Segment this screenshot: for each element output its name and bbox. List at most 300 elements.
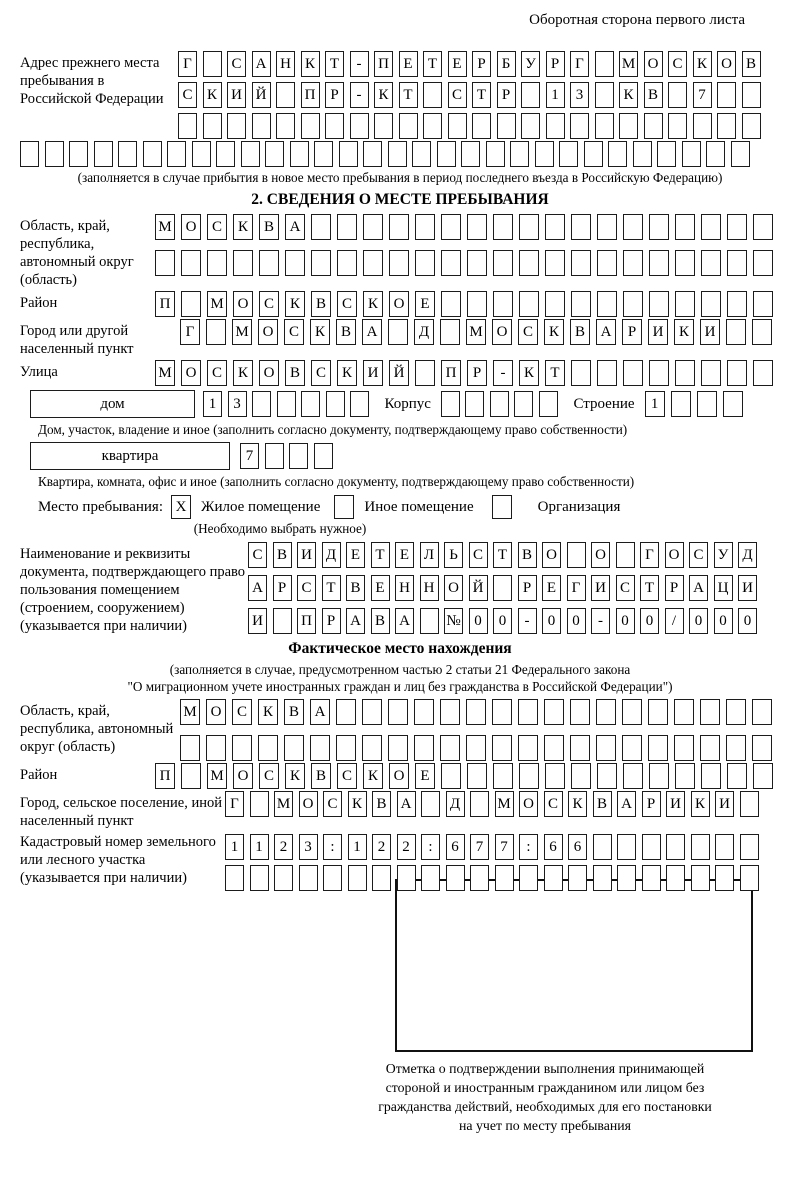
char-cell[interactable] [289, 443, 308, 469]
char-cell[interactable]: К [348, 791, 367, 817]
char-cell[interactable]: В [284, 699, 304, 725]
char-cell[interactable]: К [568, 791, 587, 817]
char-cell[interactable]: - [591, 608, 610, 634]
char-cell[interactable]: К [691, 791, 710, 817]
char-cell[interactable]: Р [273, 575, 292, 601]
char-cell[interactable]: О [665, 542, 684, 568]
char-cell[interactable] [440, 699, 460, 725]
char-cell[interactable]: С [668, 51, 687, 77]
char-cell[interactable] [440, 319, 460, 345]
char-cell[interactable] [571, 763, 591, 789]
char-cell[interactable]: К [233, 360, 253, 386]
char-cell[interactable]: О [717, 51, 736, 77]
char-cell[interactable] [311, 214, 331, 240]
char-cell[interactable]: О [181, 360, 201, 386]
char-cell[interactable] [642, 865, 661, 891]
char-cell[interactable]: Ц [714, 575, 733, 601]
char-cell[interactable]: 1 [348, 834, 367, 860]
char-cell[interactable] [519, 763, 539, 789]
char-cell[interactable] [492, 735, 512, 761]
char-cell[interactable] [649, 250, 669, 276]
char-cell[interactable] [250, 791, 269, 817]
char-cell[interactable] [701, 214, 721, 240]
char-cell[interactable] [252, 391, 271, 417]
char-cell[interactable]: О [233, 291, 253, 317]
char-cell[interactable]: Н [395, 575, 414, 601]
char-cell[interactable]: С [227, 51, 246, 77]
char-cell[interactable]: 2 [372, 834, 391, 860]
char-cell[interactable] [544, 735, 564, 761]
char-cell[interactable]: А [617, 791, 636, 817]
char-cell[interactable]: Т [399, 82, 418, 108]
char-cell[interactable] [181, 250, 201, 276]
char-cell[interactable] [69, 141, 88, 167]
char-cell[interactable]: Т [371, 542, 390, 568]
char-cell[interactable] [388, 699, 408, 725]
char-cell[interactable] [470, 865, 489, 891]
char-cell[interactable] [675, 250, 695, 276]
char-cell[interactable] [623, 291, 643, 317]
char-cell[interactable]: Р [472, 51, 491, 77]
char-cell[interactable] [181, 763, 201, 789]
char-cell[interactable] [649, 763, 669, 789]
char-cell[interactable]: С [207, 214, 227, 240]
char-cell[interactable] [518, 699, 538, 725]
char-cell[interactable] [717, 113, 736, 139]
char-cell[interactable]: К [544, 319, 564, 345]
char-cell[interactable] [388, 735, 408, 761]
char-cell[interactable]: А [395, 608, 414, 634]
char-cell[interactable] [675, 763, 695, 789]
char-cell[interactable] [617, 865, 636, 891]
char-cell[interactable] [648, 699, 668, 725]
char-cell[interactable] [567, 542, 586, 568]
char-cell[interactable] [314, 443, 333, 469]
char-cell[interactable]: К [693, 51, 712, 77]
char-cell[interactable] [225, 865, 244, 891]
char-cell[interactable] [284, 735, 304, 761]
char-cell[interactable]: П [155, 763, 175, 789]
char-cell[interactable] [178, 113, 197, 139]
char-cell[interactable]: С [259, 291, 279, 317]
char-cell[interactable] [181, 291, 201, 317]
char-cell[interactable] [258, 735, 278, 761]
char-cell[interactable] [544, 865, 563, 891]
char-cell[interactable] [363, 214, 383, 240]
char-cell[interactable] [521, 82, 540, 108]
char-cell[interactable]: Р [665, 575, 684, 601]
char-cell[interactable]: И [591, 575, 610, 601]
char-cell[interactable] [753, 291, 773, 317]
char-cell[interactable] [706, 141, 725, 167]
char-cell[interactable] [674, 699, 694, 725]
char-cell[interactable]: А [252, 51, 271, 77]
char-cell[interactable]: А [346, 608, 365, 634]
char-cell[interactable] [206, 735, 226, 761]
char-cell[interactable]: И [715, 791, 734, 817]
char-cell[interactable] [571, 360, 591, 386]
char-cell[interactable] [622, 699, 642, 725]
char-cell[interactable] [155, 250, 175, 276]
char-cell[interactable]: Б [497, 51, 516, 77]
char-cell[interactable] [311, 250, 331, 276]
char-cell[interactable] [642, 834, 661, 860]
char-cell[interactable] [336, 735, 356, 761]
char-cell[interactable] [571, 214, 591, 240]
char-cell[interactable] [265, 141, 284, 167]
char-cell[interactable] [753, 250, 773, 276]
char-cell[interactable]: Р [497, 82, 516, 108]
char-cell[interactable] [727, 214, 747, 240]
char-cell[interactable]: П [155, 291, 175, 317]
char-cell[interactable] [466, 735, 486, 761]
char-cell[interactable]: В [518, 542, 537, 568]
char-cell[interactable] [535, 141, 554, 167]
char-cell[interactable]: И [227, 82, 246, 108]
char-cell[interactable]: 3 [299, 834, 318, 860]
char-cell[interactable] [752, 319, 772, 345]
char-cell[interactable] [701, 250, 721, 276]
char-cell[interactable] [726, 699, 746, 725]
char-cell[interactable] [233, 250, 253, 276]
char-cell[interactable] [440, 735, 460, 761]
char-cell[interactable]: К [374, 82, 393, 108]
char-cell[interactable] [45, 141, 64, 167]
char-cell[interactable]: В [644, 82, 663, 108]
char-cell[interactable] [467, 291, 487, 317]
char-cell[interactable]: 3 [570, 82, 589, 108]
char-cell[interactable]: Ь [444, 542, 463, 568]
char-cell[interactable] [299, 865, 318, 891]
char-cell[interactable] [519, 865, 538, 891]
char-cell[interactable]: Е [399, 51, 418, 77]
char-cell[interactable]: О [299, 791, 318, 817]
char-cell[interactable]: 7 [495, 834, 514, 860]
char-cell[interactable] [423, 82, 442, 108]
char-cell[interactable] [717, 82, 736, 108]
char-cell[interactable] [372, 865, 391, 891]
char-cell[interactable]: Г [570, 51, 589, 77]
char-cell[interactable]: К [363, 763, 383, 789]
char-cell[interactable]: Н [276, 51, 295, 77]
char-cell[interactable]: С [323, 791, 342, 817]
char-cell[interactable] [753, 763, 773, 789]
char-cell[interactable] [597, 360, 617, 386]
char-cell[interactable] [415, 360, 435, 386]
char-cell[interactable] [568, 865, 587, 891]
char-cell[interactable] [633, 141, 652, 167]
char-cell[interactable]: К [619, 82, 638, 108]
char-cell[interactable]: Р [518, 575, 537, 601]
char-cell[interactable] [399, 113, 418, 139]
char-cell[interactable] [623, 360, 643, 386]
char-cell[interactable]: О [519, 791, 538, 817]
char-cell[interactable]: С [616, 575, 635, 601]
char-cell[interactable]: Т [472, 82, 491, 108]
char-cell[interactable]: В [570, 319, 590, 345]
char-cell[interactable]: Р [322, 608, 341, 634]
char-cell[interactable]: С [311, 360, 331, 386]
char-cell[interactable]: В [285, 360, 305, 386]
char-cell[interactable]: С [689, 542, 708, 568]
char-cell[interactable] [674, 735, 694, 761]
char-cell[interactable] [441, 763, 461, 789]
char-cell[interactable] [519, 291, 539, 317]
char-cell[interactable] [389, 250, 409, 276]
char-cell[interactable] [437, 141, 456, 167]
char-cell[interactable] [493, 214, 513, 240]
char-cell[interactable]: Г [567, 575, 586, 601]
char-cell[interactable]: Е [542, 575, 561, 601]
char-cell[interactable]: Е [415, 291, 435, 317]
char-cell[interactable]: Д [414, 319, 434, 345]
char-cell[interactable]: К [285, 291, 305, 317]
char-cell[interactable]: У [521, 51, 540, 77]
char-cell[interactable]: Р [622, 319, 642, 345]
char-cell[interactable]: С [518, 319, 538, 345]
char-cell[interactable] [277, 391, 296, 417]
char-cell[interactable] [388, 319, 408, 345]
char-cell[interactable] [348, 865, 367, 891]
char-cell[interactable] [466, 699, 486, 725]
char-cell[interactable]: А [596, 319, 616, 345]
char-cell[interactable] [597, 291, 617, 317]
char-cell[interactable]: А [285, 214, 305, 240]
char-cell[interactable]: К [285, 763, 305, 789]
char-cell[interactable]: М [466, 319, 486, 345]
char-cell[interactable]: Р [467, 360, 487, 386]
char-cell[interactable] [363, 141, 382, 167]
char-cell[interactable]: Г [178, 51, 197, 77]
char-cell[interactable] [314, 141, 333, 167]
char-cell[interactable]: И [363, 360, 383, 386]
char-cell[interactable] [593, 865, 612, 891]
char-cell[interactable] [467, 214, 487, 240]
char-cell[interactable] [241, 141, 260, 167]
char-cell[interactable] [671, 391, 691, 417]
char-cell[interactable]: 0 [542, 608, 561, 634]
char-cell[interactable]: О [259, 360, 279, 386]
char-cell[interactable]: Д [322, 542, 341, 568]
char-cell[interactable] [753, 214, 773, 240]
char-cell[interactable]: Р [642, 791, 661, 817]
char-cell[interactable]: 0 [640, 608, 659, 634]
char-cell[interactable]: А [310, 699, 330, 725]
char-cell[interactable]: Е [371, 575, 390, 601]
char-cell[interactable]: М [155, 214, 175, 240]
char-cell[interactable]: М [207, 763, 227, 789]
char-cell[interactable] [519, 214, 539, 240]
char-cell[interactable] [441, 391, 460, 417]
char-cell[interactable] [726, 319, 746, 345]
char-cell[interactable]: : [323, 834, 342, 860]
char-cell[interactable]: А [397, 791, 416, 817]
char-cell[interactable]: 7 [693, 82, 712, 108]
char-cell[interactable] [441, 291, 461, 317]
char-cell[interactable]: О [258, 319, 278, 345]
char-cell[interactable]: - [350, 82, 369, 108]
char-cell[interactable]: В [336, 319, 356, 345]
char-cell[interactable]: С [544, 791, 563, 817]
char-cell[interactable] [740, 791, 759, 817]
char-cell[interactable] [310, 735, 330, 761]
char-cell[interactable] [668, 113, 687, 139]
char-cell[interactable]: С [448, 82, 467, 108]
char-cell[interactable]: В [311, 291, 331, 317]
char-cell[interactable]: О [644, 51, 663, 77]
checkbox-other-premises[interactable] [334, 495, 354, 519]
char-cell[interactable]: О [542, 542, 561, 568]
apartment-type-box[interactable]: квартира [30, 442, 230, 470]
char-cell[interactable]: 2 [397, 834, 416, 860]
char-cell[interactable] [595, 113, 614, 139]
char-cell[interactable] [593, 834, 612, 860]
char-cell[interactable]: Т [322, 575, 341, 601]
char-cell[interactable]: - [350, 51, 369, 77]
char-cell[interactable] [397, 865, 416, 891]
char-cell[interactable]: Е [415, 763, 435, 789]
char-cell[interactable]: О [389, 763, 409, 789]
char-cell[interactable] [742, 82, 761, 108]
char-cell[interactable] [693, 113, 712, 139]
char-cell[interactable] [470, 791, 489, 817]
char-cell[interactable]: К [258, 699, 278, 725]
char-cell[interactable]: 2 [274, 834, 293, 860]
char-cell[interactable]: 3 [228, 391, 247, 417]
char-cell[interactable] [649, 214, 669, 240]
char-cell[interactable] [421, 791, 440, 817]
char-cell[interactable] [715, 865, 734, 891]
char-cell[interactable] [752, 699, 772, 725]
char-cell[interactable]: Д [738, 542, 757, 568]
char-cell[interactable] [167, 141, 186, 167]
char-cell[interactable]: П [441, 360, 461, 386]
char-cell[interactable]: К [519, 360, 539, 386]
char-cell[interactable] [623, 214, 643, 240]
char-cell[interactable] [510, 141, 529, 167]
char-cell[interactable] [180, 735, 200, 761]
char-cell[interactable]: 0 [714, 608, 733, 634]
char-cell[interactable] [337, 214, 357, 240]
char-cell[interactable] [545, 763, 565, 789]
char-cell[interactable] [595, 51, 614, 77]
char-cell[interactable] [519, 250, 539, 276]
char-cell[interactable]: М [619, 51, 638, 77]
char-cell[interactable]: Й [389, 360, 409, 386]
char-cell[interactable] [374, 113, 393, 139]
char-cell[interactable]: В [593, 791, 612, 817]
checkbox-organization[interactable] [492, 495, 512, 519]
char-cell[interactable] [570, 113, 589, 139]
char-cell[interactable]: Й [252, 82, 271, 108]
char-cell[interactable] [521, 113, 540, 139]
char-cell[interactable] [325, 113, 344, 139]
char-cell[interactable] [493, 250, 513, 276]
char-cell[interactable] [415, 214, 435, 240]
char-cell[interactable]: К [310, 319, 330, 345]
char-cell[interactable] [490, 391, 509, 417]
char-cell[interactable]: 1 [645, 391, 665, 417]
char-cell[interactable]: С [337, 763, 357, 789]
char-cell[interactable] [285, 250, 305, 276]
char-cell[interactable] [274, 865, 293, 891]
char-cell[interactable] [301, 391, 320, 417]
char-cell[interactable] [216, 141, 235, 167]
char-cell[interactable]: М [180, 699, 200, 725]
char-cell[interactable]: 6 [544, 834, 563, 860]
char-cell[interactable] [740, 865, 759, 891]
char-cell[interactable]: В [259, 214, 279, 240]
char-cell[interactable]: 6 [568, 834, 587, 860]
char-cell[interactable]: М [274, 791, 293, 817]
char-cell[interactable]: № [444, 608, 463, 634]
char-cell[interactable] [259, 250, 279, 276]
char-cell[interactable]: Г [180, 319, 200, 345]
char-cell[interactable]: К [233, 214, 253, 240]
char-cell[interactable]: К [674, 319, 694, 345]
char-cell[interactable] [727, 291, 747, 317]
char-cell[interactable] [415, 250, 435, 276]
char-cell[interactable] [597, 763, 617, 789]
char-cell[interactable] [301, 113, 320, 139]
char-cell[interactable]: С [178, 82, 197, 108]
char-cell[interactable]: К [363, 291, 383, 317]
char-cell[interactable]: Т [423, 51, 442, 77]
char-cell[interactable]: : [421, 834, 440, 860]
char-cell[interactable] [465, 391, 484, 417]
char-cell[interactable]: В [273, 542, 292, 568]
char-cell[interactable]: А [248, 575, 267, 601]
char-cell[interactable] [666, 865, 685, 891]
char-cell[interactable] [232, 735, 252, 761]
char-cell[interactable] [339, 141, 358, 167]
char-cell[interactable] [493, 575, 512, 601]
char-cell[interactable] [290, 141, 309, 167]
char-cell[interactable] [412, 141, 431, 167]
char-cell[interactable]: О [492, 319, 512, 345]
char-cell[interactable]: М [155, 360, 175, 386]
char-cell[interactable]: В [346, 575, 365, 601]
char-cell[interactable]: - [493, 360, 513, 386]
char-cell[interactable] [441, 250, 461, 276]
char-cell[interactable]: Й [469, 575, 488, 601]
char-cell[interactable] [616, 542, 635, 568]
char-cell[interactable] [276, 113, 295, 139]
char-cell[interactable] [691, 865, 710, 891]
char-cell[interactable] [497, 113, 516, 139]
char-cell[interactable] [423, 113, 442, 139]
char-cell[interactable]: 1 [225, 834, 244, 860]
char-cell[interactable] [666, 834, 685, 860]
char-cell[interactable]: 0 [469, 608, 488, 634]
char-cell[interactable]: 1 [250, 834, 269, 860]
char-cell[interactable] [742, 113, 761, 139]
char-cell[interactable] [414, 699, 434, 725]
char-cell[interactable]: О [444, 575, 463, 601]
char-cell[interactable]: У [714, 542, 733, 568]
char-cell[interactable] [265, 443, 284, 469]
char-cell[interactable] [486, 141, 505, 167]
char-cell[interactable]: Р [325, 82, 344, 108]
char-cell[interactable] [701, 291, 721, 317]
char-cell[interactable]: Л [420, 542, 439, 568]
char-cell[interactable] [250, 865, 269, 891]
char-cell[interactable] [596, 735, 616, 761]
char-cell[interactable]: П [374, 51, 393, 77]
char-cell[interactable]: С [248, 542, 267, 568]
char-cell[interactable] [595, 82, 614, 108]
char-cell[interactable] [691, 834, 710, 860]
